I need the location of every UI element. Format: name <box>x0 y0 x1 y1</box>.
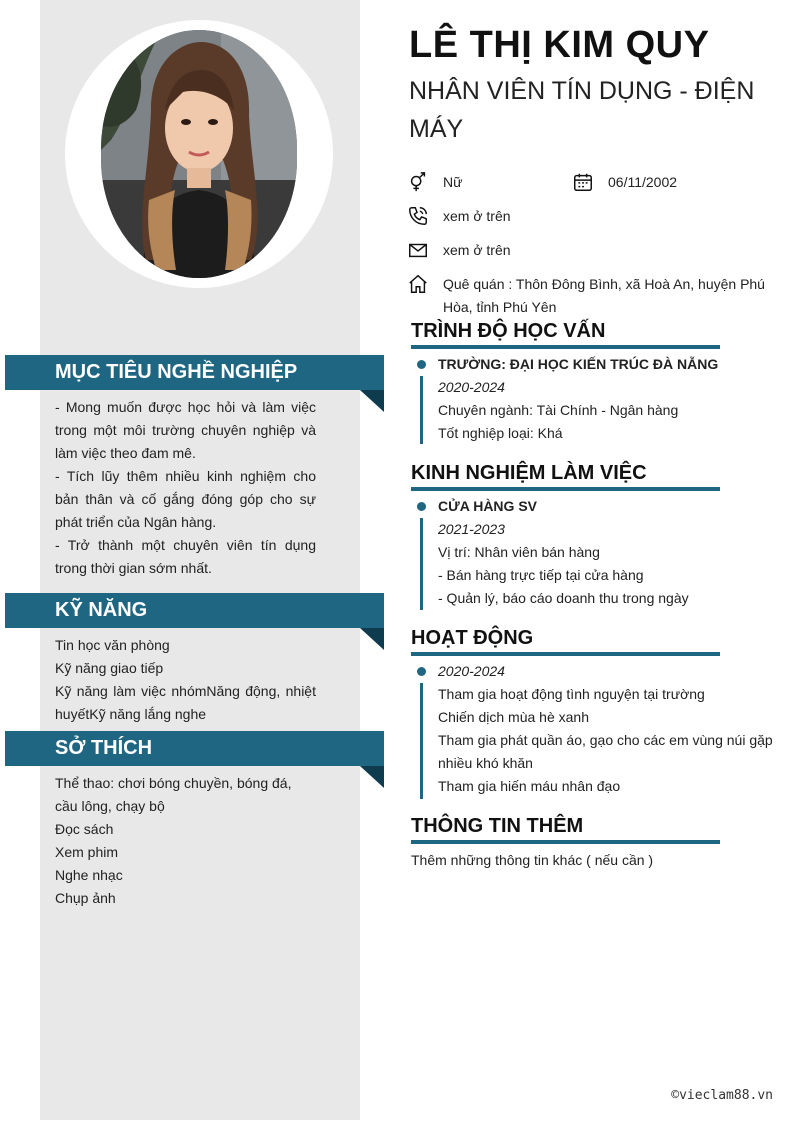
experience-bullet <box>417 502 426 511</box>
experience-position: Vị trí: Nhân viên bán hàng <box>438 544 600 560</box>
hometown-line: Quê quán : Thôn Đông Bình, xã Hoà An, huyện Phú <box>443 276 765 292</box>
skills-heading: KỸ NĂNG <box>5 593 384 628</box>
hobby-item: Nghe nhạc <box>55 867 123 883</box>
experience-heading: KINH NGHIỆM LÀM VIỆC <box>411 462 720 491</box>
more-info-heading: THÔNG TIN THÊM <box>411 815 720 844</box>
experience-period: 2021-2023 <box>438 521 505 537</box>
gender-icon <box>407 171 429 193</box>
hobby-item: Thể thao: chơi bóng chuyền, bóng đá, cầu lông, chạy bộ <box>55 775 292 814</box>
education-bullet <box>417 360 426 369</box>
activity-line: Tham gia hoạt động tình nguyện tại trường <box>438 686 705 702</box>
objective-paragraph: - Trở thành một chuyên viên tín dụng trong thời gian sớm nhất. <box>55 537 316 576</box>
experience-duty: - Quản lý, báo cáo doanh thu trong ngày <box>438 590 689 606</box>
candidate-name: LÊ THỊ KIM QUY <box>409 24 710 66</box>
activity-line: nhiều khó khăn <box>438 755 533 771</box>
experience-timeline <box>420 518 423 610</box>
footer-watermark: ©vieclam88.vn <box>671 1088 773 1103</box>
hobby-item: Đọc sách <box>55 821 114 837</box>
education-rank: Tốt nghiệp loại: Khá <box>438 425 563 441</box>
hometown <box>443 273 783 319</box>
job-title: NHÂN VIÊN TÍN DỤNG - ĐIỆN MÁY <box>409 77 755 143</box>
education-heading: TRÌNH ĐỘ HỌC VẤN <box>411 320 720 349</box>
activity-line: Tham gia phát quần áo, gạo cho các em vùng núi gặp <box>438 732 773 748</box>
hobby-item: Xem phim <box>55 844 119 860</box>
activity-line: Tham gia hiến máu nhân đạo <box>438 778 621 794</box>
experience-details <box>438 495 689 610</box>
objective-heading-fold <box>360 390 384 412</box>
activities-heading: HOẠT ĐỘNG <box>411 627 720 656</box>
objective-paragraph: - Tích lũy thêm nhiều kinh nghiệm cho bản thân và cố gắng đóng góp cho sự phát triển của Ngân hàng. <box>55 468 316 530</box>
skill-item: Tin học văn phòng <box>55 637 170 653</box>
education-major: Chuyên ngành: Tài Chính - Ngân hàng <box>438 402 679 418</box>
education-timeline <box>420 376 423 444</box>
birthdate-value: 06/11/2002 <box>608 174 678 190</box>
email-value: xem ở trên <box>443 242 511 258</box>
skill-item: Kỹ năng làm việc nhómNăng động, nhiệt huyếtKỹ năng lắng nghe <box>55 683 316 722</box>
skills-list <box>55 634 316 726</box>
skills-heading-fold <box>360 628 384 650</box>
calendar-icon <box>572 171 594 193</box>
gender-value: Nữ <box>443 174 463 190</box>
hobby-item: Chụp ảnh <box>55 890 116 906</box>
objective-heading: MỤC TIÊU NGHỀ NGHIỆP <box>5 355 384 390</box>
company-name: CỬA HÀNG SV <box>438 498 537 514</box>
more-info-text: Thêm những thông tin khác ( nếu cần ) <box>411 852 654 868</box>
hobbies-heading-fold <box>360 766 384 788</box>
activities-details <box>438 660 773 798</box>
hometown-line: Hòa, tỉnh Phú Yên <box>443 299 557 315</box>
objective-paragraph: - Mong muốn được học hỏi và làm việc trong một môi trường chuyên nghiệp và làm việc theo đam mê. <box>55 399 316 461</box>
hobbies-list <box>55 772 316 910</box>
skill-item: Kỹ năng giao tiếp <box>55 660 164 676</box>
activities-bullet <box>417 667 426 676</box>
experience-duty: - Bán hàng trực tiếp tại cửa hàng <box>438 567 644 583</box>
activity-line: Chiến dịch mùa hè xanh <box>438 709 589 725</box>
education-period: 2020-2024 <box>438 379 505 395</box>
activities-timeline <box>420 683 423 799</box>
school-name: TRƯỜNG: ĐẠI HỌC KIẾN TRÚC ĐÀ NẴNG <box>438 356 719 372</box>
home-icon <box>407 273 429 295</box>
objective-text <box>55 396 316 580</box>
hobbies-heading: SỞ THÍCH <box>5 731 384 766</box>
avatar <box>101 30 297 278</box>
phone-value: xem ở trên <box>443 208 511 224</box>
phone-icon <box>407 205 429 227</box>
mail-icon <box>407 239 429 261</box>
activities-period: 2020-2024 <box>438 663 505 679</box>
education-details <box>438 353 718 445</box>
